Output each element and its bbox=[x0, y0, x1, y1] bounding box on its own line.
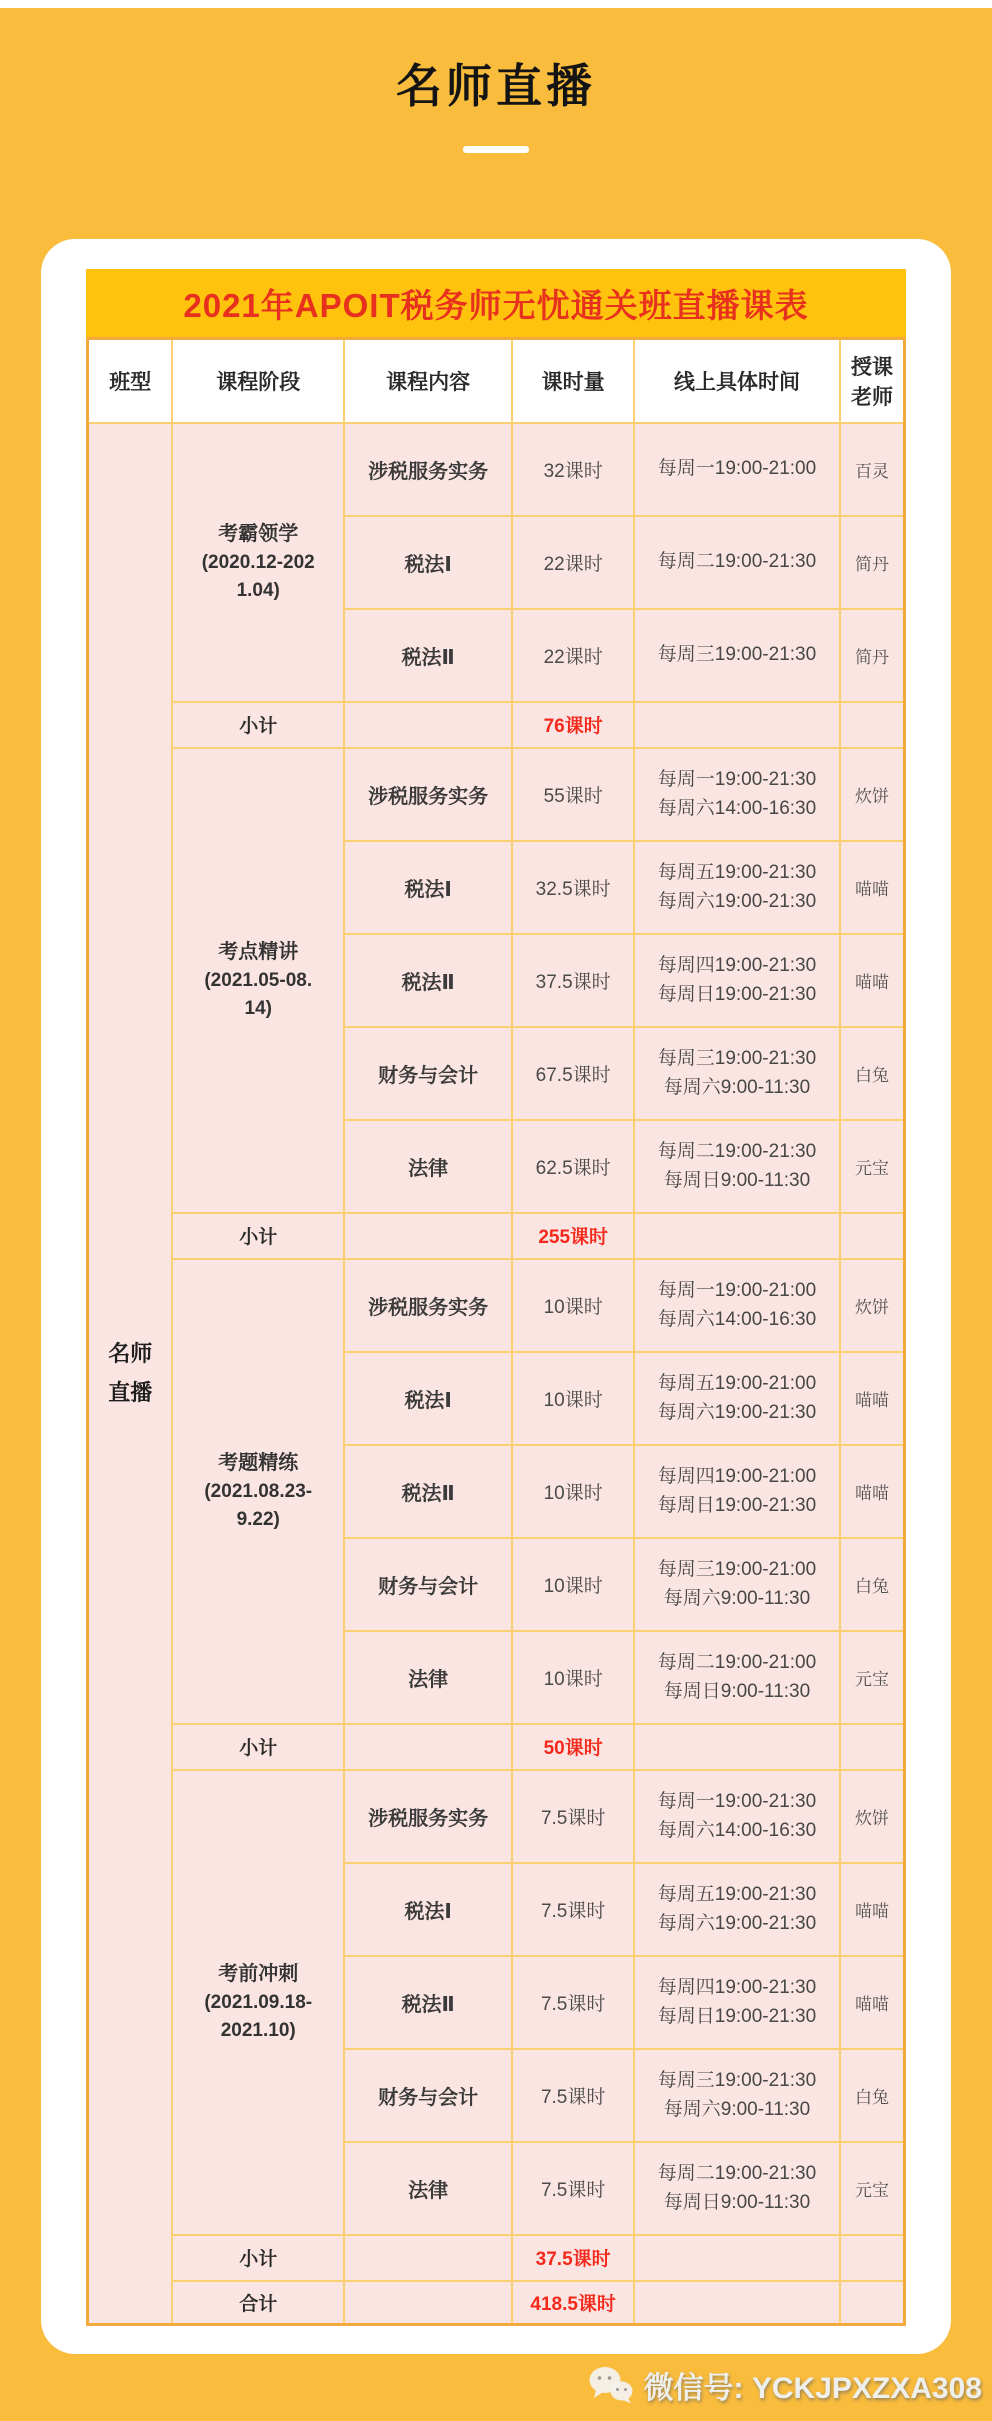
stage-name: 考题精练 bbox=[218, 1451, 299, 1474]
course-cell: 税法Ⅰ bbox=[344, 1352, 512, 1445]
page-title: 名师直播 bbox=[396, 60, 596, 112]
time-line: 每周一19:00-21:30 bbox=[657, 768, 817, 790]
subtotal-value-cell: 76课时 bbox=[512, 702, 634, 748]
teacher-cell: 炊饼 bbox=[840, 1259, 905, 1352]
hours-cell: 62.5课时 bbox=[512, 1120, 634, 1213]
course-cell: 涉税服务实务 bbox=[344, 423, 512, 516]
course-cell: 税法Ⅱ bbox=[344, 934, 512, 1027]
time-cell bbox=[634, 841, 840, 934]
time-line: 每周六9:00-11:30 bbox=[663, 1588, 811, 1609]
time-line: 每周日9:00-11:30 bbox=[663, 1170, 811, 1191]
course-cell: 财务与会计 bbox=[344, 1027, 512, 1120]
stage-name: 考霸领学 bbox=[218, 522, 299, 545]
time-line: 每周六14:00-16:30 bbox=[657, 1309, 817, 1330]
column-header-4: 线上具体时间 bbox=[634, 339, 840, 423]
course-cell: 法律 bbox=[344, 2142, 512, 2235]
class-type-line: 直播 bbox=[108, 1380, 153, 1406]
subtotal-label-cell: 小计 bbox=[172, 702, 344, 748]
time-cell bbox=[634, 1538, 840, 1631]
course-cell: 涉税服务实务 bbox=[344, 1770, 512, 1863]
course-cell: 法律 bbox=[344, 1120, 512, 1213]
time-line: 每周日19:00-21:30 bbox=[657, 984, 817, 1005]
time-line: 每周日19:00-21:30 bbox=[657, 1495, 817, 1516]
teacher-cell: 简丹 bbox=[840, 609, 905, 702]
schedule-table-header bbox=[88, 339, 905, 423]
time-cell bbox=[634, 2049, 840, 2142]
total-row bbox=[88, 2281, 905, 2325]
course-cell: 法律 bbox=[344, 1631, 512, 1724]
empty-cell bbox=[634, 2235, 840, 2281]
time-cell bbox=[634, 1631, 840, 1724]
subtotal-row bbox=[88, 1724, 905, 1770]
teacher-cell: 白兔 bbox=[840, 1027, 905, 1120]
wechat-watermark bbox=[588, 2363, 982, 2407]
teacher-cell: 喵喵 bbox=[840, 841, 905, 934]
class-type-line: 名师 bbox=[108, 1340, 153, 1366]
empty-cell bbox=[840, 702, 905, 748]
stage-name: 考点精讲 bbox=[218, 940, 299, 963]
teacher-cell: 喵喵 bbox=[840, 1445, 905, 1538]
hours-cell: 10课时 bbox=[512, 1445, 634, 1538]
course-cell: 税法Ⅱ bbox=[344, 609, 512, 702]
time-line: 每周一19:00-21:30 bbox=[657, 1790, 817, 1812]
course-cell: 财务与会计 bbox=[344, 1538, 512, 1631]
schedule-banner-title: 2021年APOIT税务师无忧通关班直播课表 bbox=[86, 269, 906, 337]
column-header-5: 授课老师 bbox=[840, 339, 905, 423]
time-line: 每周二19:00-21:00 bbox=[657, 1651, 817, 1673]
empty-cell bbox=[840, 2281, 905, 2325]
course-cell: 涉税服务实务 bbox=[344, 748, 512, 841]
time-cell bbox=[634, 423, 840, 516]
time-cell bbox=[634, 1120, 840, 1213]
subtotal-label-cell: 小计 bbox=[172, 2235, 344, 2281]
hours-cell: 7.5课时 bbox=[512, 1956, 634, 2049]
time-line: 每周六9:00-11:30 bbox=[663, 2099, 811, 2120]
time-line: 每周二19:00-21:30 bbox=[657, 2162, 817, 2184]
course-cell: 税法Ⅰ bbox=[344, 516, 512, 609]
teacher-cell: 白兔 bbox=[840, 1538, 905, 1631]
wechat-icon bbox=[588, 2366, 634, 2404]
subtotal-row bbox=[88, 1213, 905, 1259]
time-cell bbox=[634, 1770, 840, 1863]
time-cell bbox=[634, 1956, 840, 2049]
time-line: 每周三19:00-21:00 bbox=[657, 1558, 817, 1580]
course-cell: 财务与会计 bbox=[344, 2049, 512, 2142]
time-line: 每周日19:00-21:30 bbox=[657, 2006, 817, 2027]
column-header-0: 班型 bbox=[88, 339, 173, 423]
time-line: 每周四19:00-21:30 bbox=[657, 1976, 817, 1998]
time-line: 每周四19:00-21:00 bbox=[657, 1465, 817, 1487]
total-label-cell: 合计 bbox=[172, 2281, 344, 2325]
time-cell bbox=[634, 1259, 840, 1352]
hours-cell: 7.5课时 bbox=[512, 1770, 634, 1863]
schedule-table bbox=[86, 337, 906, 2326]
time-cell bbox=[634, 1863, 840, 1956]
empty-cell bbox=[344, 2235, 512, 2281]
column-header-3: 课时量 bbox=[512, 339, 634, 423]
time-line: 每周二19:00-21:30 bbox=[657, 1140, 817, 1162]
empty-cell bbox=[634, 702, 840, 748]
course-row bbox=[88, 1259, 905, 1352]
time-cell bbox=[634, 1027, 840, 1120]
empty-cell bbox=[634, 1724, 840, 1770]
schedule-tbody bbox=[88, 423, 905, 2325]
schedule-card bbox=[41, 239, 951, 2354]
hours-cell: 32.5课时 bbox=[512, 841, 634, 934]
hours-cell: 10课时 bbox=[512, 1538, 634, 1631]
empty-cell bbox=[840, 1213, 905, 1259]
time-cell bbox=[634, 1352, 840, 1445]
time-line: 每周六19:00-21:30 bbox=[657, 1913, 817, 1934]
time-line: 每周五19:00-21:00 bbox=[657, 1372, 817, 1394]
teacher-cell: 百灵 bbox=[840, 423, 905, 516]
time-line: 每周一19:00-21:00 bbox=[657, 1279, 817, 1301]
teacher-cell: 炊饼 bbox=[840, 1770, 905, 1863]
class-type-cell bbox=[88, 423, 173, 2325]
hours-cell: 32课时 bbox=[512, 423, 634, 516]
teacher-cell: 炊饼 bbox=[840, 748, 905, 841]
stage-cell bbox=[172, 1770, 344, 2235]
course-cell: 税法Ⅱ bbox=[344, 1956, 512, 2049]
stage-cell bbox=[172, 423, 344, 702]
stage-dates: (2021.09.18-2021.10) bbox=[204, 1991, 313, 2041]
teacher-cell: 喵喵 bbox=[840, 934, 905, 1027]
time-cell bbox=[634, 516, 840, 609]
empty-cell bbox=[344, 1724, 512, 1770]
hours-cell: 37.5课时 bbox=[512, 934, 634, 1027]
teacher-cell: 喵喵 bbox=[840, 1956, 905, 2049]
time-line: 每周日9:00-11:30 bbox=[663, 2192, 811, 2213]
teacher-cell: 喵喵 bbox=[840, 1863, 905, 1956]
course-cell: 税法Ⅰ bbox=[344, 1863, 512, 1956]
title-underline-dash bbox=[463, 146, 529, 153]
header-row bbox=[88, 339, 905, 423]
time-line: 每周五19:00-21:30 bbox=[657, 861, 817, 883]
course-row bbox=[88, 1770, 905, 1863]
stage-cell bbox=[172, 1259, 344, 1724]
empty-cell bbox=[344, 1213, 512, 1259]
stage-cell bbox=[172, 748, 344, 1213]
total-value-cell: 418.5课时 bbox=[512, 2281, 634, 2325]
course-cell: 税法Ⅱ bbox=[344, 1445, 512, 1538]
subtotal-label-cell: 小计 bbox=[172, 1724, 344, 1770]
empty-cell bbox=[840, 1724, 905, 1770]
course-row bbox=[88, 748, 905, 841]
hours-cell: 67.5课时 bbox=[512, 1027, 634, 1120]
subtotal-value-cell: 50课时 bbox=[512, 1724, 634, 1770]
wechat-id-text: 微信号: YCKJPXZXA308 bbox=[643, 2372, 982, 2405]
time-line: 每周三19:00-21:30 bbox=[657, 2069, 817, 2091]
time-line: 每周六19:00-21:30 bbox=[657, 1402, 817, 1423]
hours-cell: 22课时 bbox=[512, 609, 634, 702]
hours-cell: 22课时 bbox=[512, 516, 634, 609]
subtotal-row bbox=[88, 702, 905, 748]
subtotal-label-cell: 小计 bbox=[172, 1213, 344, 1259]
time-line: 每周一19:00-21:00 bbox=[657, 458, 817, 480]
hours-cell: 7.5课时 bbox=[512, 1863, 634, 1956]
time-line: 每周日9:00-11:30 bbox=[663, 1681, 811, 1702]
empty-cell bbox=[840, 2235, 905, 2281]
hours-cell: 10课时 bbox=[512, 1352, 634, 1445]
stage-dates: (2021.05-08.14) bbox=[204, 969, 313, 1019]
stage-name: 考前冲刺 bbox=[218, 1962, 299, 1985]
subtotal-value-cell: 255课时 bbox=[512, 1213, 634, 1259]
time-cell bbox=[634, 1445, 840, 1538]
empty-cell bbox=[634, 1213, 840, 1259]
teacher-cell: 元宝 bbox=[840, 1120, 905, 1213]
course-cell: 税法Ⅰ bbox=[344, 841, 512, 934]
time-line: 每周三19:00-21:30 bbox=[657, 644, 817, 666]
course-row bbox=[88, 423, 905, 516]
empty-cell bbox=[634, 2281, 840, 2325]
teacher-cell: 元宝 bbox=[840, 1631, 905, 1724]
top-white-strip bbox=[0, 0, 992, 8]
time-line: 每周五19:00-21:30 bbox=[657, 1883, 817, 1905]
teacher-cell: 白兔 bbox=[840, 2049, 905, 2142]
time-line: 每周四19:00-21:30 bbox=[657, 954, 817, 976]
stage-dates: (2021.08.23-9.22) bbox=[204, 1480, 313, 1530]
empty-cell bbox=[344, 702, 512, 748]
hours-cell: 10课时 bbox=[512, 1631, 634, 1724]
teacher-cell: 简丹 bbox=[840, 516, 905, 609]
teacher-cell: 元宝 bbox=[840, 2142, 905, 2235]
time-line: 每周六14:00-16:30 bbox=[657, 798, 817, 819]
subtotal-row bbox=[88, 2235, 905, 2281]
hours-cell: 7.5课时 bbox=[512, 2049, 634, 2142]
column-header-2: 课程内容 bbox=[344, 339, 512, 423]
subtotal-value-cell: 37.5课时 bbox=[512, 2235, 634, 2281]
time-line: 每周六14:00-16:30 bbox=[657, 1820, 817, 1841]
time-line: 每周六19:00-21:30 bbox=[657, 891, 817, 912]
time-line: 每周二19:00-21:30 bbox=[657, 551, 817, 573]
column-header-1: 课程阶段 bbox=[172, 339, 344, 423]
stage-dates: (2020.12-2021.04) bbox=[201, 551, 315, 601]
course-cell: 涉税服务实务 bbox=[344, 1259, 512, 1352]
time-line: 每周三19:00-21:30 bbox=[657, 1047, 817, 1069]
time-cell bbox=[634, 2142, 840, 2235]
time-cell bbox=[634, 934, 840, 1027]
time-cell bbox=[634, 748, 840, 841]
hours-cell: 55课时 bbox=[512, 748, 634, 841]
time-line: 每周六9:00-11:30 bbox=[663, 1077, 811, 1098]
time-cell bbox=[634, 609, 840, 702]
hours-cell: 7.5课时 bbox=[512, 2142, 634, 2235]
empty-cell bbox=[344, 2281, 512, 2325]
hours-cell: 10课时 bbox=[512, 1259, 634, 1352]
teacher-cell: 喵喵 bbox=[840, 1352, 905, 1445]
